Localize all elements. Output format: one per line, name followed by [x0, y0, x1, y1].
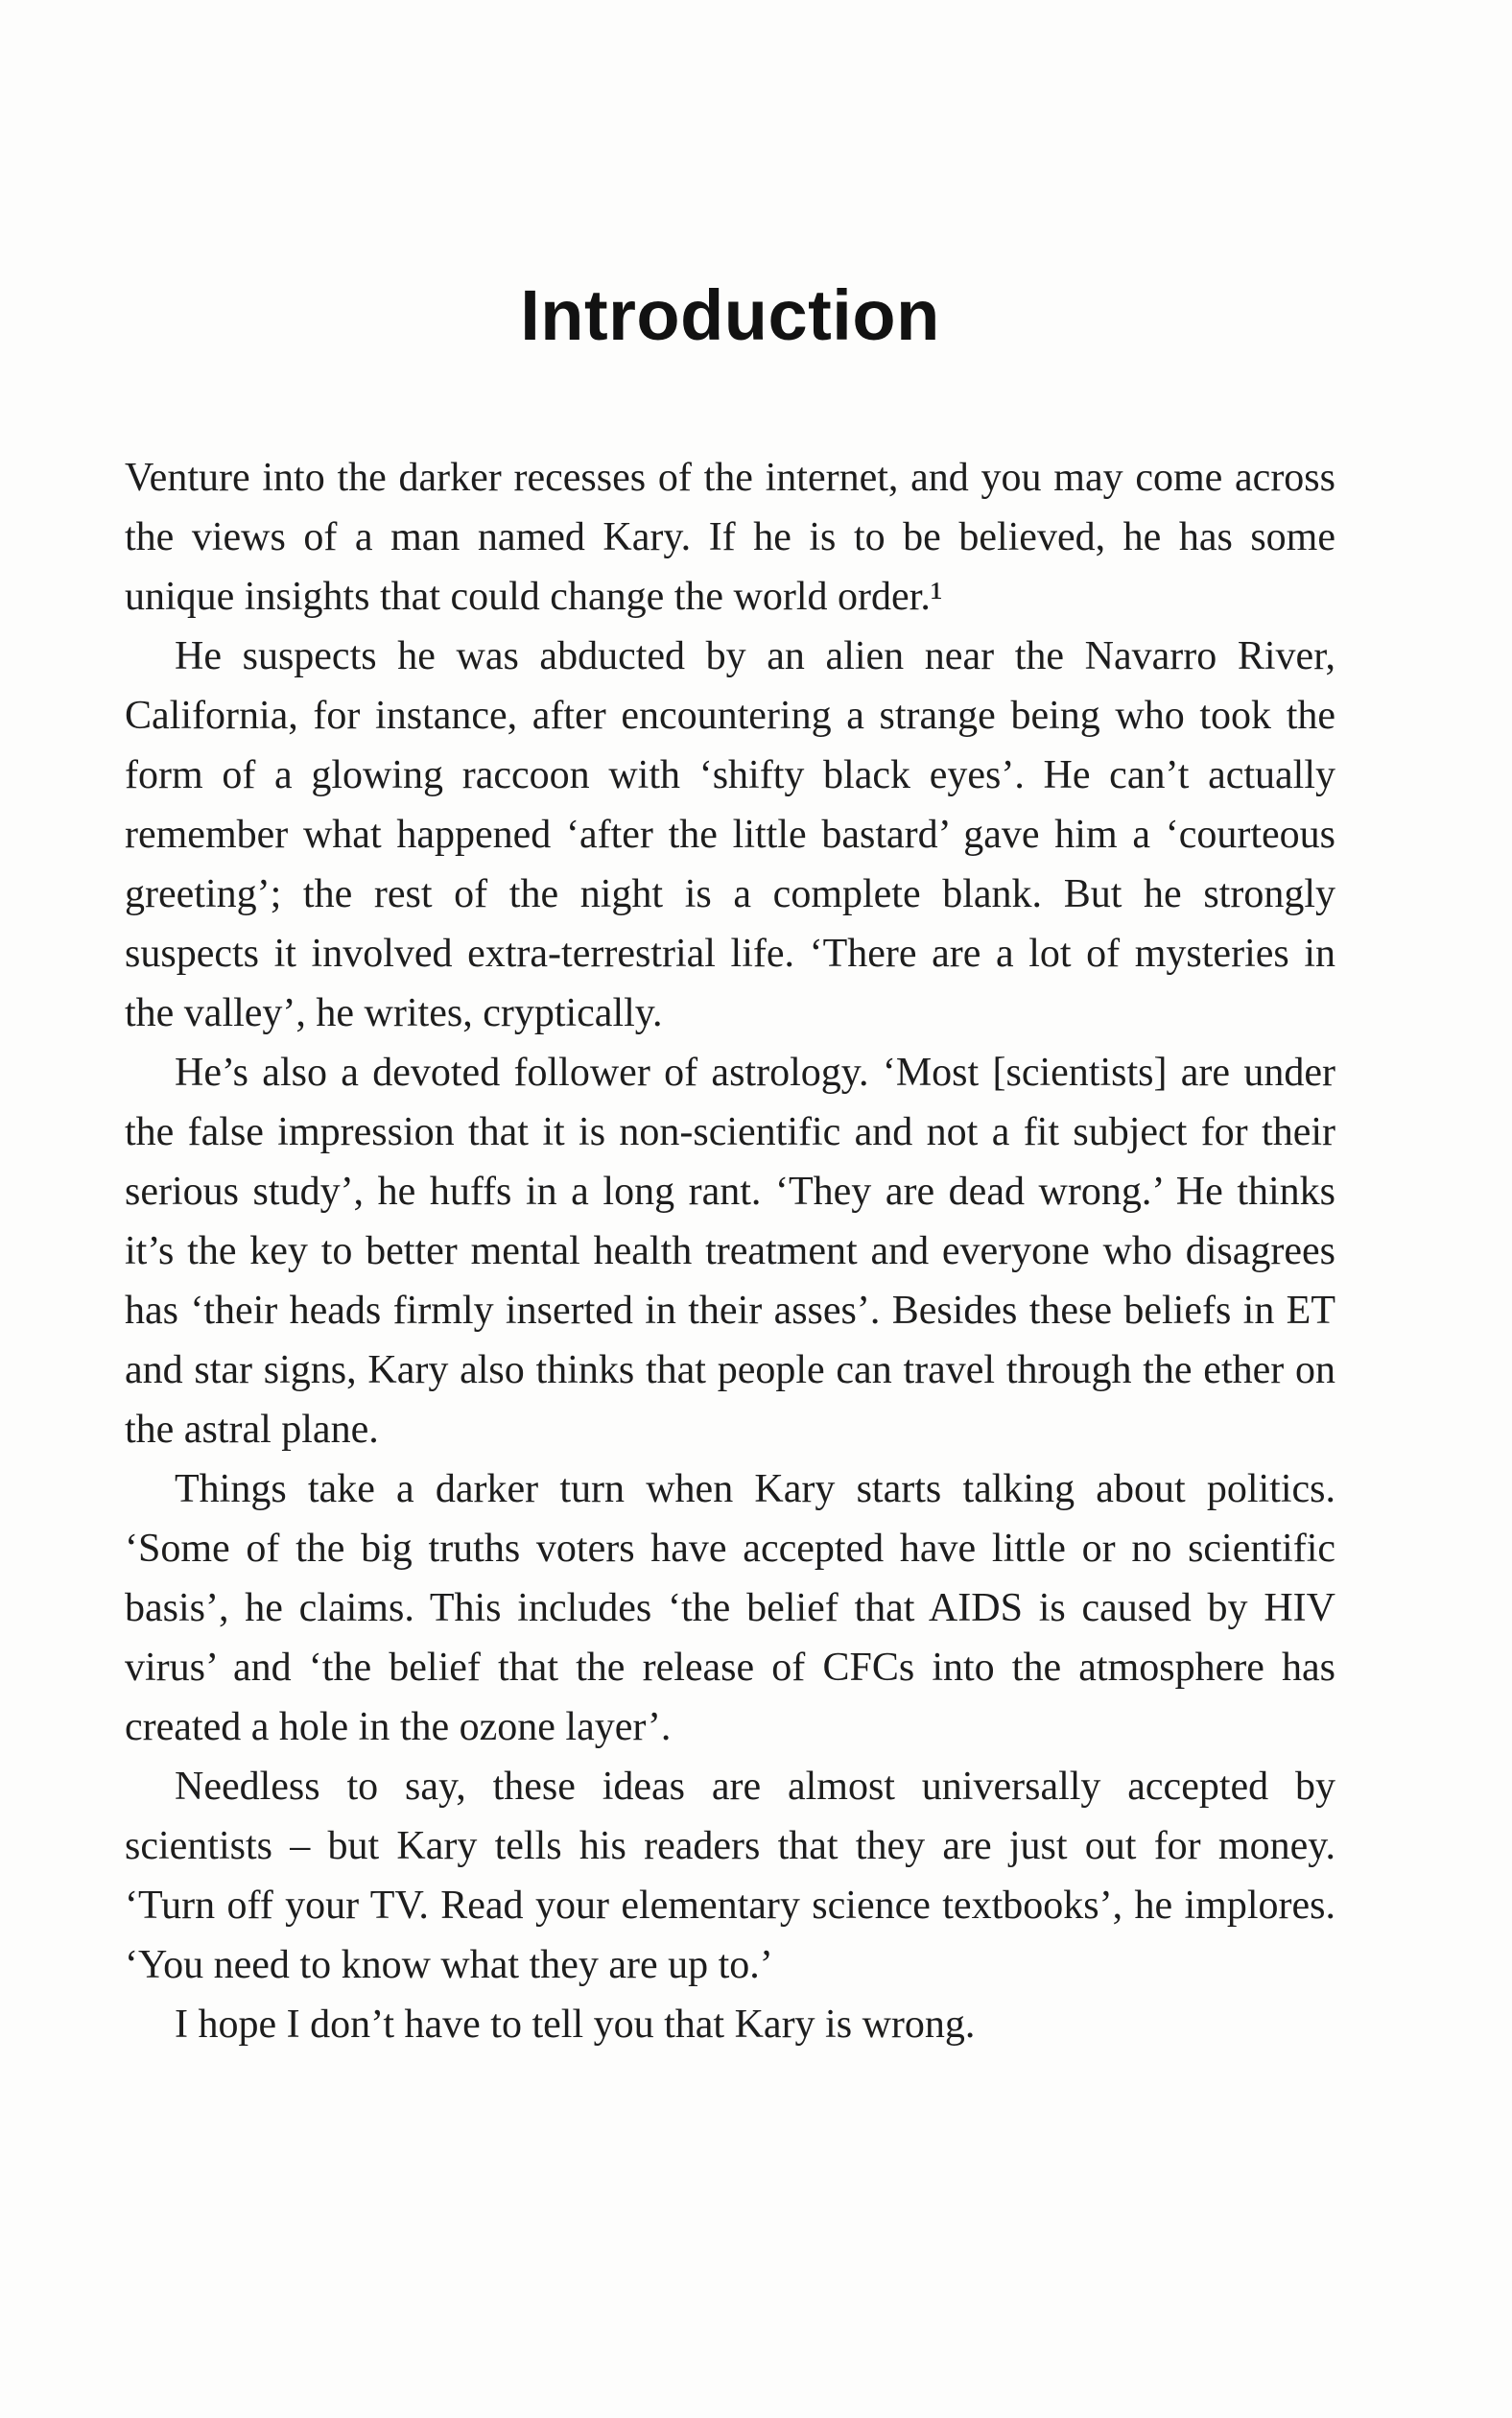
body-paragraph: I hope I don’t have to tell you that Kary is wrong.: [175, 2003, 976, 2048]
body-paragraph: He suspects he was abducted by an alien near the Navarro River, California, for instance, after encountering a strange being who took the form of a glowing raccoon with ‘shifty black eyes’. He can’t actually remember what happened ‘after the little bastard’ gave him a ‘courteous greeting’; the rest of the night is a complete blank. But he strongly suspects it involved extra-terrestrial life. ‘There are a lot of mysteries in the valley’, he writes, cryptically.: [125, 634, 1335, 1036]
body-paragraph: He’s also a devoted follower of astrology. ‘Most [scientists] are under the false impression that it is non-scientific and not a fit subject for their serious study’, he huffs in a long rant. ‘They are dead wrong.’ He thinks it’s the key to better mental health treatment and everyone who disagrees has ‘their heads firmly inserted in their asses’. Besides these beliefs in ET and star signs, Kary also thinks that people can travel through the ether on the astral plane.: [125, 1051, 1335, 1453]
body-paragraph: Needless to say, these ideas are almost universally accepted by scientists – but Kary tells his readers that they are just out for money. ‘Turn off your TV. Read your elementary science textbooks’, he implores. ‘You need to know what they are up to.’: [125, 1765, 1335, 1988]
body-text: [125, 448, 1335, 2054]
body-paragraph: Venture into the darker recesses of the internet, and you may come across the views of a man named Kary. If he is to be believed, he has some unique insights that could change the world order.¹: [125, 456, 1335, 620]
body-paragraph: Things take a darker turn when Kary starts talking about politics. ‘Some of the big truths voters have accepted have little or no scientific basis’, he claims. This includes ‘the belief that AIDS is caused by HIV virus’ and ‘the belief that the release of CFCs into the atmosphere has created a hole in the ozone layer’.: [125, 1467, 1335, 1750]
chapter-title: Introduction: [520, 275, 940, 355]
